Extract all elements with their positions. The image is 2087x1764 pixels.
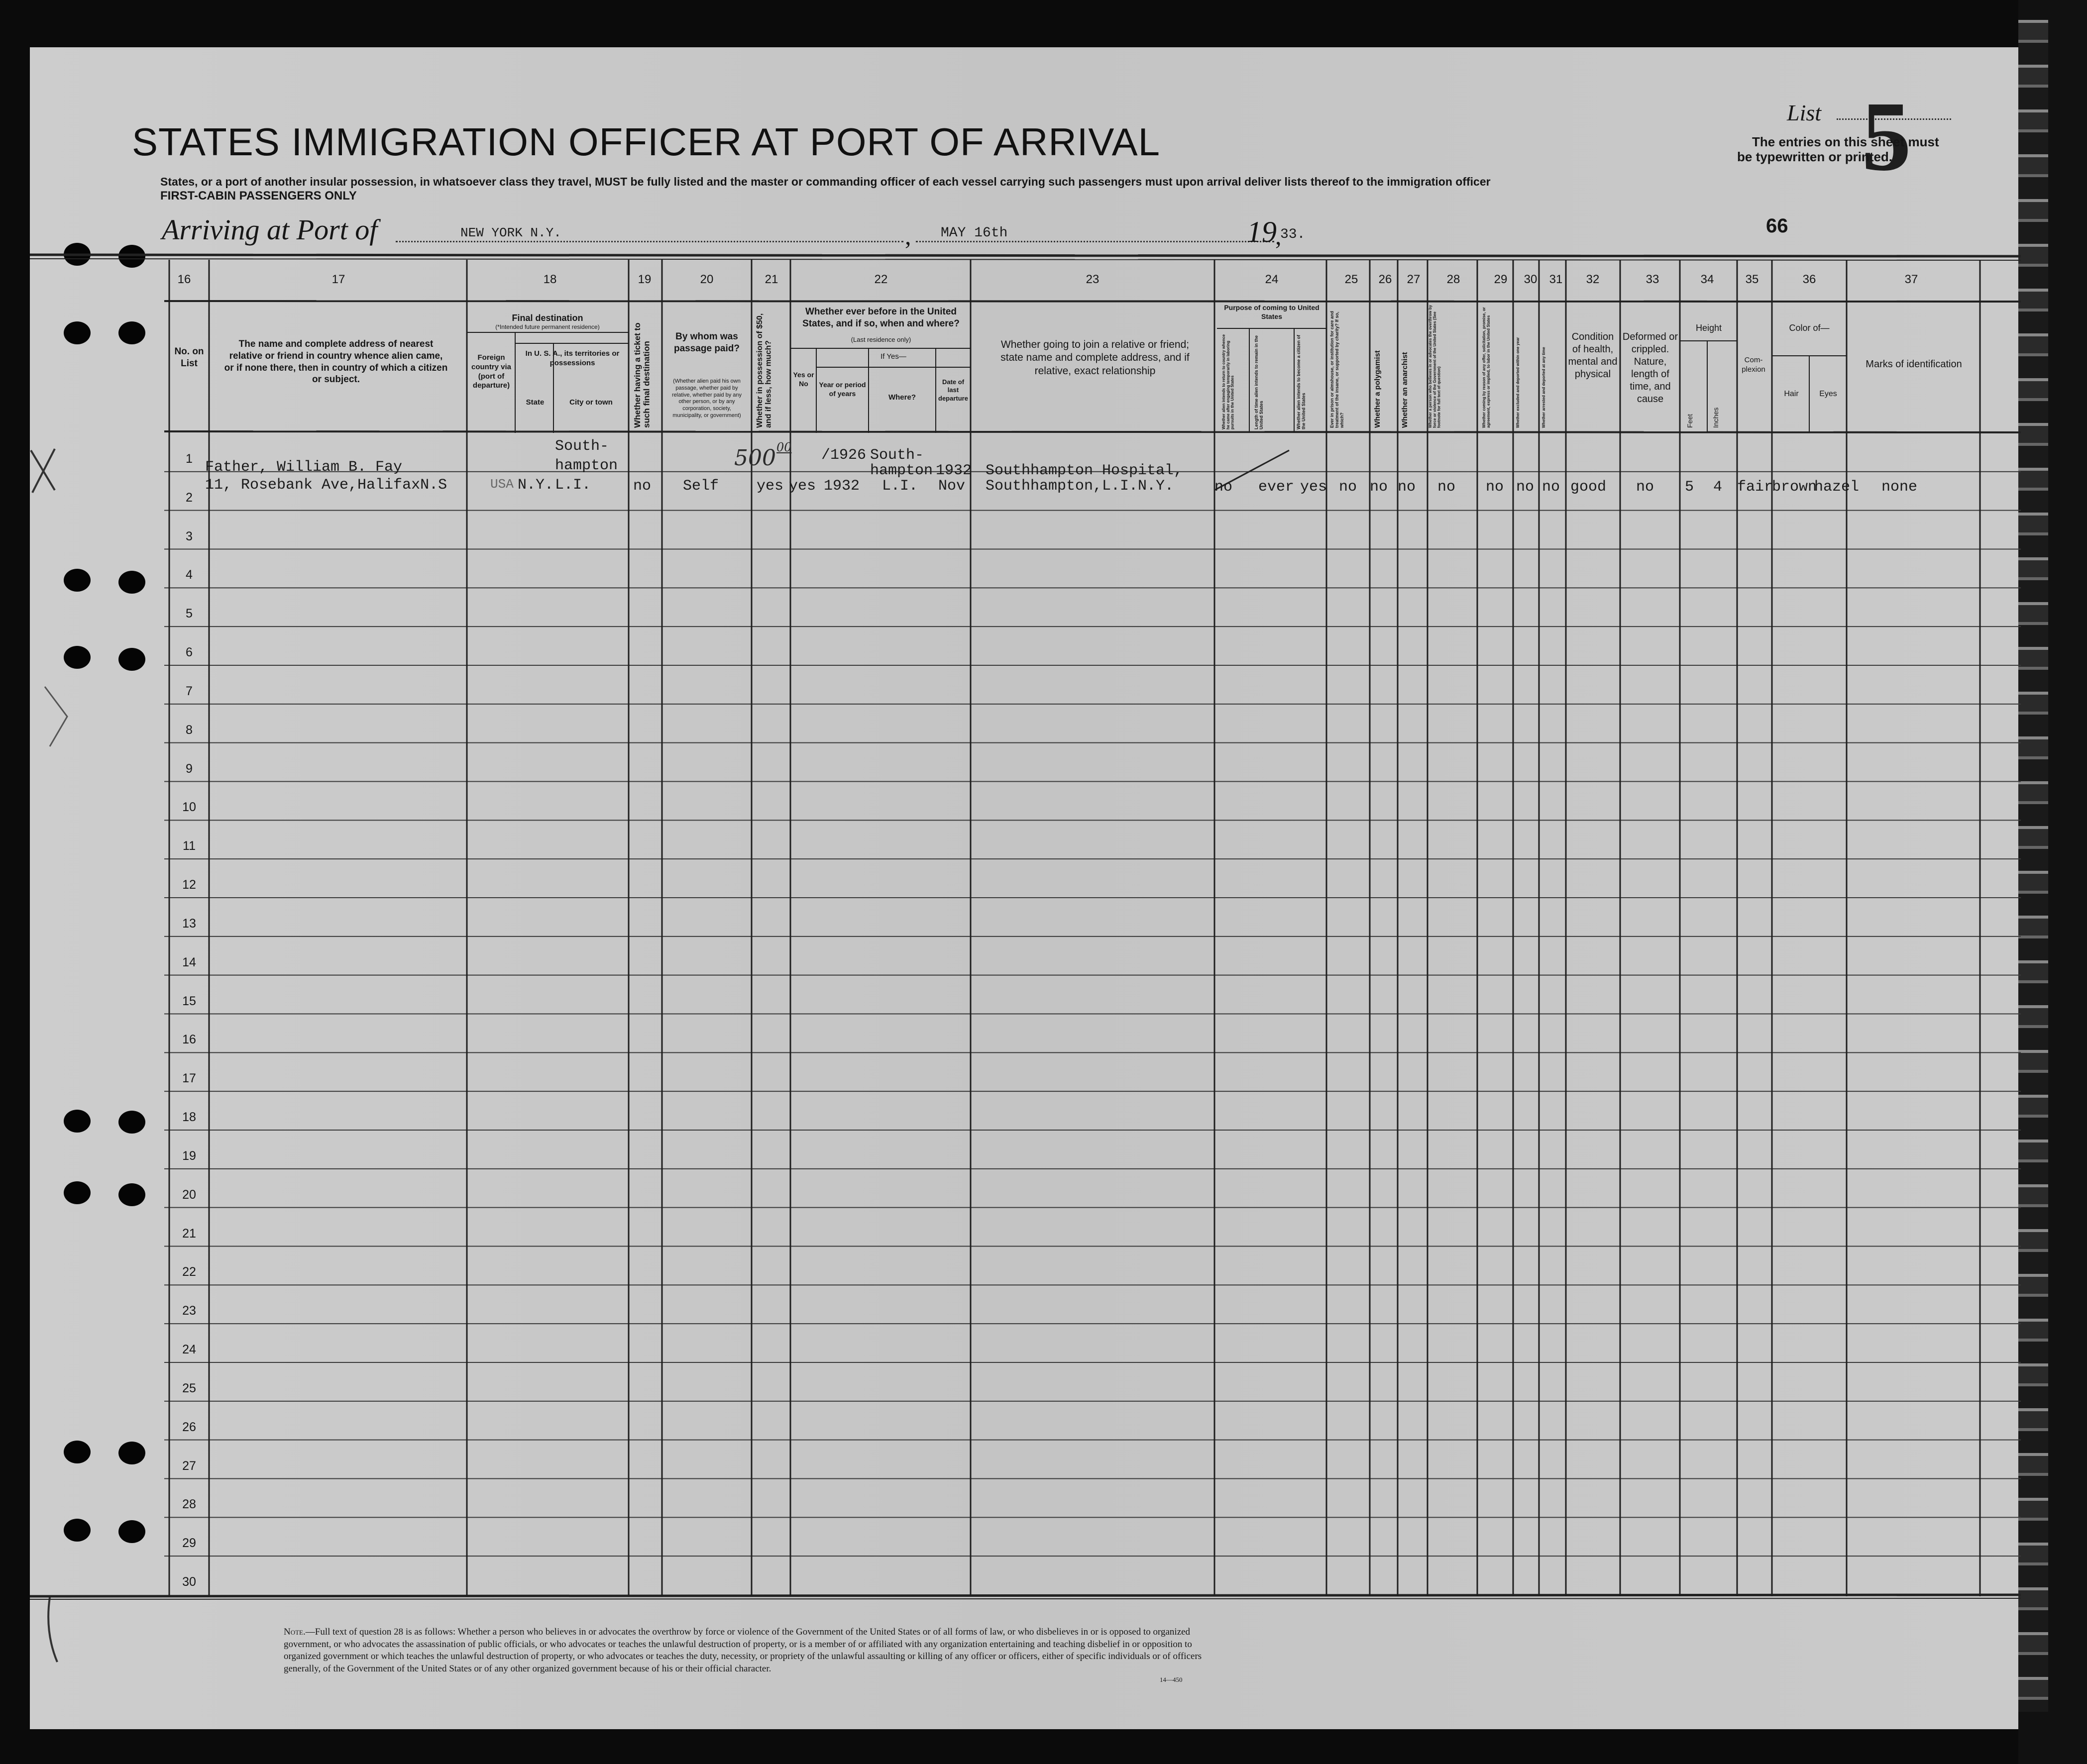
col-num-24: 24 xyxy=(1265,273,1279,286)
col-num-31: 31 xyxy=(1549,273,1563,286)
page-number: 66 xyxy=(1766,215,1788,237)
header-purpose-length: Length of time alien intends to remain in the United States xyxy=(1254,335,1264,429)
list-label: List xyxy=(1787,100,1822,125)
row-number: 18 xyxy=(182,1110,196,1124)
list-note-2: be typewritten or printed. xyxy=(1737,149,1893,164)
header-labor-offer: Whether coming by reason of any offer, solicitation, promise, or agreement, express or implied, to labor in the United States xyxy=(1482,307,1491,428)
form-title: STATES IMMIGRATION OFFICER AT PORT OF ARRIVAL xyxy=(132,120,1161,164)
header-where: Where? xyxy=(888,393,916,402)
period-value-1: /1926 xyxy=(821,447,867,464)
col-num-36: 36 xyxy=(1802,273,1816,286)
col-num-35: 35 xyxy=(1745,273,1759,286)
row-number: 14 xyxy=(182,955,196,969)
row-number: 12 xyxy=(182,878,196,892)
row-number: 16 xyxy=(182,1033,196,1047)
row-number: 22 xyxy=(182,1265,196,1279)
join-value-2: Southhampton,L.I.N.Y. xyxy=(986,478,1174,495)
row-number: 15 xyxy=(182,994,196,1008)
hair-value: brown xyxy=(1772,479,1817,496)
purpose-length-value: ever xyxy=(1258,479,1295,496)
col-num-37: 37 xyxy=(1904,273,1918,286)
header-height: Height xyxy=(1695,323,1722,333)
where-value-1: South- xyxy=(870,447,924,464)
row-number: 21 xyxy=(182,1226,196,1241)
header-ever-before: Whether ever before in the United States, and if so, when and where? xyxy=(802,307,960,329)
destination-state: N.Y. xyxy=(518,477,554,494)
col-num-32: 32 xyxy=(1586,273,1600,286)
col-num-22: 22 xyxy=(874,273,888,286)
col-num-29: 29 xyxy=(1494,273,1508,286)
destination-city-1: South- xyxy=(555,438,609,455)
row-number: 10 xyxy=(182,800,196,815)
join-value-1: Southhampton Hospital, xyxy=(986,462,1183,479)
header-polygamist: Whether a polygamist xyxy=(1373,350,1382,428)
header-nearest-relative: The name and complete address of nearest relative or friend in country whence alien came, or if none there, then in country of which a citizen or subject. xyxy=(224,339,448,385)
row-number: 20 xyxy=(182,1187,196,1202)
header-prison: Ever in prison or almshouse, or institution for care and treatment of the insane, or supported by charity? If so, which? xyxy=(1329,311,1344,428)
header-purpose-return: Whether alien intends to return to country whence he came after engaging temporarily in laboring pursuits in the United States xyxy=(1221,334,1235,429)
deformed-value: no xyxy=(1636,479,1654,496)
header-ticket: Whether having a ticket to such final destination xyxy=(633,322,652,428)
ticket-value: no xyxy=(633,478,652,495)
header-last-residence: (Last residence only) xyxy=(851,336,911,343)
col-num-26: 26 xyxy=(1378,273,1392,286)
col-num-18: 18 xyxy=(543,273,557,286)
departure-value-1: 1932 xyxy=(936,462,972,479)
footnote-lead: Note. xyxy=(284,1627,306,1637)
purpose-return-value: no xyxy=(1214,479,1233,496)
row-number: 25 xyxy=(182,1381,196,1395)
header-last-departure: Date of last departure xyxy=(938,378,968,402)
header-health: Condition of health, mental and physical xyxy=(1568,331,1618,380)
row-number: 24 xyxy=(182,1343,196,1356)
anarchist-value: no xyxy=(1398,479,1416,496)
header-marks: Marks of identification xyxy=(1866,359,1962,370)
comma: , xyxy=(1275,222,1282,250)
row-number: 7 xyxy=(186,684,193,698)
row-number: 9 xyxy=(186,761,193,776)
arriving-label: Arriving at Port of xyxy=(162,213,378,246)
marks-value: none xyxy=(1881,479,1918,496)
header-passage-paid: By whom was passage paid? xyxy=(674,331,740,354)
header-yes-or-no: Yes or No xyxy=(793,371,814,388)
header-complexion: Com- plexion xyxy=(1742,356,1765,374)
year-prefix: 19 xyxy=(1247,215,1277,248)
col-num-34: 34 xyxy=(1700,273,1714,286)
row-number: 29 xyxy=(182,1536,196,1551)
header-money: Whether in possession of $50, and if less, how much? xyxy=(756,313,773,428)
row-number: 1 xyxy=(186,451,193,466)
header-feet: Feet xyxy=(1686,414,1694,428)
comma: , xyxy=(905,222,911,250)
passage-paid-value: Self xyxy=(683,478,719,495)
departure-value-2: Nov xyxy=(938,478,966,495)
money-value: yes xyxy=(757,478,784,495)
where-value-3: L.I. xyxy=(882,478,918,495)
header-foreign-country: Foreign country via (port of departure) xyxy=(471,353,512,390)
row-number: 4 xyxy=(186,568,193,582)
col-num-20: 20 xyxy=(700,273,714,286)
excluded-value: no xyxy=(1516,479,1535,496)
header-overthrow: Whether a person who believes in or advocates the overthrow by force or violence of the Government of the United States (See footnote for full text of question) xyxy=(1428,305,1441,428)
header-inches: Inches xyxy=(1712,407,1720,428)
money-handwritten: 500 xyxy=(734,445,776,471)
form-code: 14—450 xyxy=(1160,1676,1183,1683)
row-number: 30 xyxy=(182,1575,196,1589)
header-anarchist: Whether an anarchist xyxy=(1401,352,1409,428)
row-number: 28 xyxy=(182,1497,196,1512)
col-num-19: 19 xyxy=(638,273,652,286)
col-num-17: 17 xyxy=(331,273,345,286)
header-color-of: Color of— xyxy=(1789,323,1830,333)
deported-value: no xyxy=(1542,479,1560,496)
overthrow-value: no xyxy=(1437,479,1456,496)
inches-value: 4 xyxy=(1713,479,1723,496)
header-state: State xyxy=(526,398,545,407)
row-number: 17 xyxy=(182,1071,196,1086)
list-number: 5 xyxy=(1862,82,1911,192)
foreign-country: USA xyxy=(490,477,514,492)
date-value: MAY 16th xyxy=(941,225,1008,241)
col-num-25: 25 xyxy=(1344,273,1358,286)
header-deported: Whether arrested and deported at any time xyxy=(1541,347,1546,428)
row-number: 6 xyxy=(186,645,193,659)
col-num-33: 33 xyxy=(1646,273,1659,286)
year-suffix: 33. xyxy=(1280,227,1306,242)
header-purpose: Purpose of coming to United States xyxy=(1224,304,1319,320)
row-number: 23 xyxy=(182,1304,196,1318)
row-number: 13 xyxy=(182,916,196,931)
header-join-relative: Whether going to join a relative or friend; state name and complete address, and if relative, exact relationship xyxy=(1000,339,1190,377)
polygamist-value: no xyxy=(1370,479,1388,496)
health-value: good xyxy=(1570,479,1607,496)
destination-city-3: L.I. xyxy=(555,477,591,494)
period-value-2: 1932 xyxy=(824,478,860,495)
eyes-value: hazel xyxy=(1814,479,1860,496)
header-year-period: Year or period of years xyxy=(819,381,866,398)
form-subtitle: States, or a port of another insular possession, in whatsoever class they travel, MUST be fully listed and the master or commanding officer of each vessel carrying such passengers must upon arrival deliver lists thereof to the immigration officer xyxy=(160,175,1491,188)
cabin-class: FIRST-CABIN PASSENGERS ONLY xyxy=(160,189,357,203)
header-purpose-citizen: Whether alien intends to become a citizen of the United States xyxy=(1296,334,1306,429)
header-final-destination-sub: (*Intended future permanent residence) xyxy=(495,323,600,330)
header-deformed: Deformed or crippled. Nature, length of time, and cause xyxy=(1622,331,1678,405)
offer-value: no xyxy=(1486,479,1504,496)
col-num-21: 21 xyxy=(765,273,778,286)
row-number: 5 xyxy=(186,607,193,621)
complexion-value: fair xyxy=(1737,479,1773,496)
row-number: 19 xyxy=(182,1148,196,1163)
prison-value: no xyxy=(1339,479,1357,496)
feet-value: 5 xyxy=(1685,479,1694,496)
header-if-yes: If Yes— xyxy=(880,352,906,361)
col-num-23: 23 xyxy=(1086,273,1099,286)
money-cents: 00 xyxy=(776,440,792,454)
purpose-citizen-value: yes xyxy=(1300,479,1327,496)
header-hair: Hair xyxy=(1784,390,1799,398)
relative-name: Father, William B. Fay xyxy=(205,459,403,476)
col-num-28: 28 xyxy=(1446,273,1460,286)
row-number: 27 xyxy=(182,1458,196,1473)
header-usa-territories: In U. S. A., its territories or possessions xyxy=(525,349,620,367)
header-passage-paid-sub: (Whether alien paid his own passage, whether paid by relative, whether paid by any other person, or by any corporation, society, municipality, or government) xyxy=(671,378,742,418)
col-num-27: 27 xyxy=(1407,273,1421,286)
where-value-2: hampton xyxy=(870,462,933,479)
col-num-16: 16 xyxy=(177,273,191,286)
col-num-30: 30 xyxy=(1524,273,1538,286)
header-final-destination: Final destination xyxy=(512,313,583,323)
row-number: 26 xyxy=(182,1420,196,1434)
row-number: 3 xyxy=(186,529,193,543)
row-number: 8 xyxy=(186,723,193,737)
relative-address: 11, Rosebank Ave,HalifaxN.S xyxy=(205,477,447,494)
header-no-on-list: No. on List xyxy=(174,346,204,369)
header-eyes: Eyes xyxy=(1819,390,1837,398)
before-in-us-value: yes xyxy=(789,478,816,495)
destination-city-2: hampton xyxy=(555,457,618,474)
port-value: NEW YORK N.Y. xyxy=(460,225,561,240)
row-number: 2 xyxy=(186,490,193,505)
footnote-text: —Full text of question 28 is as follows: Whether a person who believes in or advocates the overthrow by force or violence of the Government of the United States or of all forms of law, or who disbelieves in or is opposed to organized government, or who advocates the assassination of public officials, or who advocates or teaches the unlawful destruction of property, or is a member of or affiliated with any organization entertaining and teaching disbelief in or opposition to organized government or which teaches the unlawful destruction of property, or who advocates or teaches the duty, necessity, or propriety of the unlawful assaulting or killing of any officer or officers, either of specific individuals or of officers generally, of the Government of the United States or of any other organized government because of his or their official character. xyxy=(284,1627,1202,1674)
header-excluded: Whether excluded and deported within one year xyxy=(1516,337,1520,428)
header-city: City or town xyxy=(569,398,613,407)
list-note-1: The entries on this sheet must xyxy=(1752,134,1939,149)
row-number: 11 xyxy=(183,839,196,853)
footnote xyxy=(284,1626,1229,1675)
